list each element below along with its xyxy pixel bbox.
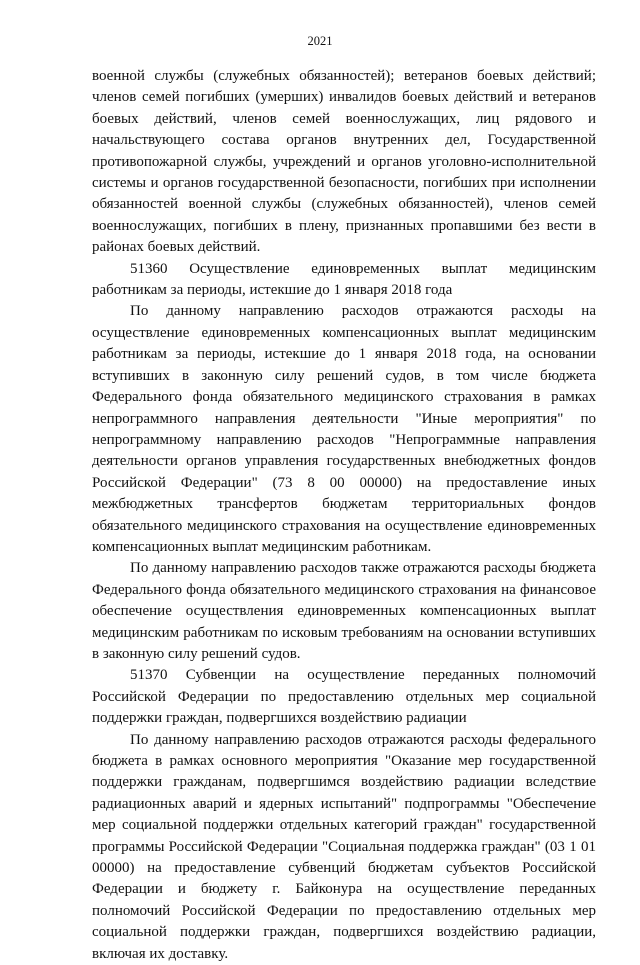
paragraph-51360-additional: По данному направлению расходов также отражаются расходы бюджета Федерального фонда обязательного медицинского страхования на финансовое обеспечение осуществления единовременных компенсационных выплат медицинским работникам по исковым требованиям на основании вступивших в законную силу решений судов. <box>92 560 596 662</box>
paragraph-51370-description: По данному направлению расходов отражаются расходы федерального бюджета в рамках основного мероприятия "Оказание мер государственной поддержки гражданам, подвергшимся воздействию радиации вследствие радиационных аварий и ядерных испытаний" подпрограммы "Обеспечение мер социальной поддержки отдельных категорий граждан" государственной программы Российской Федерации "Социальная поддержка граждан" (03 1 01 00000) на предоставление субвенций бюджетам субъектов Российской Федерации и бюджету г. Байконура на осуществление переданных полномочий Российской Федерации по предоставлению отдельных мер социальной поддержки граждан, подвергшихся воздействию радиации, включая их доставку. <box>92 731 596 962</box>
document-body <box>92 66 596 965</box>
page-number: 2021 <box>307 34 333 48</box>
section-heading-51370: 51370 Субвенции на осуществление переданных полномочий Российской Федерации по предоставлению отдельных мер социальной поддержки граждан, подвергшихся воздействию радиации <box>92 667 596 727</box>
paragraph-continuation: военной службы (служебных обязанностей); ветеранов боевых действий; членов семей погибших (умерших) инвалидов боевых действий и ветеранов боевых действий, членов семей военнослужащих, лиц рядового и начальствующего состава органов внутренних дел, Государственной противопожарной службы, учреждений и органов уголовно-исполнительной системы и органов государственной безопасности, погибших при исполнении обязанностей военной службы (служебных обязанностей), членов семей военнослужащих, погибших в плену, признанных пропавшими без вести в районах боевых действий. <box>92 68 596 256</box>
paragraph-51360-description: По данному направлению расходов отражаются расходы на осуществление единовременных компенсационных выплат медицинским работникам за периоды, истекшие до 1 января 2018 года, на основании вступивших в законную силу решений судов, в том числе бюджета Федерального фонда обязательного медицинского страхования в рамках непрограммного направления деятельности "Иные мероприятия" по непрограммному направлению расходов "Непрограммные направления деятельности органов управления государственных внебюджетных фондов Российской Федерации" (73 8 00 00000) на предоставление иных межбюджетных трансфертов бюджетам территориальных фондов обязательного медицинского страхования на осуществление единовременных компенсационных выплат медицинским работникам. <box>92 303 596 555</box>
section-heading-51360: 51360 Осуществление единовременных выплат медицинским работникам за периоды, истекшие до 1 января 2018 года <box>92 260 596 299</box>
